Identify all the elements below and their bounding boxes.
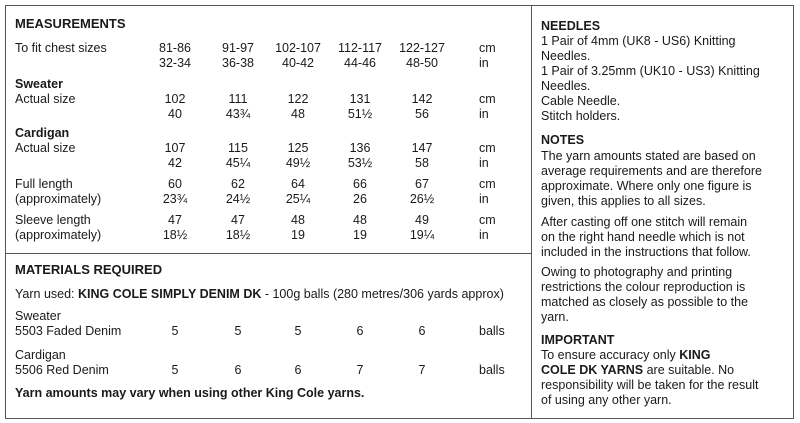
important-line-3: responsibility will be taken for the result (541, 378, 759, 392)
cell: 81-86 (159, 41, 191, 55)
cell: 18½ (225, 228, 251, 242)
notes-line: The yarn amounts stated are based on (541, 149, 756, 163)
measurements-title: MEASUREMENTS (15, 16, 126, 31)
notes-paragraph-1 (541, 149, 781, 209)
cell: 125 (287, 141, 309, 155)
cardigan-title: Cardigan (15, 126, 70, 140)
cell: 49 (415, 213, 429, 227)
cell: 26 (353, 192, 367, 206)
cell: 26½ (409, 192, 435, 206)
sleeve-length-sublabel: (approximately) (15, 228, 102, 242)
unit-cm: cm (479, 177, 496, 191)
cell: 48 (291, 107, 305, 121)
cell: 19¼ (409, 228, 435, 242)
cell: 48 (353, 213, 367, 227)
cell: 91-97 (222, 41, 254, 55)
cell: 25¼ (285, 192, 311, 206)
cell: 56 (415, 107, 429, 121)
sweater-yarn-shade: 5503 Faded Denim (15, 324, 122, 338)
cell: 102-107 (275, 41, 321, 55)
needles-line: 1 Pair of 3.25mm (UK10 - US3) Knitting (541, 64, 760, 78)
cell: 6 (234, 363, 242, 377)
cell: 107 (164, 141, 186, 155)
important-line-1 (541, 348, 781, 363)
column-divider (531, 5, 532, 418)
cell: 47 (168, 213, 182, 227)
needles-line: Stitch holders. (541, 109, 621, 123)
unit-cm: cm (479, 92, 496, 106)
cell: 6 (356, 324, 364, 338)
cell: 136 (349, 141, 371, 155)
cell: 5 (234, 324, 242, 338)
cell: 112-117 (337, 41, 383, 55)
cell: 48-50 (406, 56, 438, 70)
important-bold-2: COLE DK YARNS (541, 363, 644, 377)
yarn-used-suffix: - 100g balls (280 metres/306 yards approx) (261, 287, 504, 301)
notes-paragraph-3 (541, 265, 781, 325)
yarn-used-prefix: Yarn used: (15, 287, 79, 301)
cell: 111 (228, 92, 248, 106)
sleeve-length-label: Sleeve length (15, 213, 91, 227)
cell: 51½ (347, 107, 373, 121)
cell: 7 (418, 363, 426, 377)
notes-line: Owing to photography and printing (541, 265, 733, 279)
cell: 40-42 (282, 56, 314, 70)
cell: 102 (164, 92, 186, 106)
section-divider (5, 253, 532, 254)
cell: 62 (231, 177, 245, 191)
important-text (541, 348, 781, 408)
cell: 36-38 (222, 56, 254, 70)
cell: 115 (228, 141, 248, 155)
notes-line: average requirements and are therefore (541, 164, 762, 178)
unit-in: in (479, 107, 489, 121)
cell: 5 (171, 324, 179, 338)
notes-line: on the right hand needle which is not (541, 230, 745, 244)
unit-balls: balls (479, 324, 505, 338)
unit-cm: cm (479, 41, 496, 55)
notes-paragraph-2 (541, 215, 781, 260)
yarn-amount-note: Yarn amounts may vary when using other King Cole yarns. (15, 386, 365, 400)
important-line-4: of using any other yarn. (541, 393, 672, 407)
cell: 67 (415, 177, 429, 191)
cell: 19 (291, 228, 305, 242)
cell: 6 (294, 363, 302, 377)
notes-line: approximate. Where only one figure is (541, 179, 752, 193)
cell: 122-127 (399, 41, 445, 55)
cell: 64 (291, 177, 305, 191)
cell: 40 (168, 107, 182, 121)
sweater-actual-label: Actual size (15, 92, 76, 106)
cell: 44-46 (344, 56, 376, 70)
cell: 58 (415, 156, 429, 170)
notes-line: given, this applies to all sizes. (541, 194, 706, 208)
notes-line: yarn. (541, 310, 569, 324)
unit-in: in (479, 192, 489, 206)
needles-title: NEEDLES (541, 19, 601, 33)
important-bold-1: KING (679, 348, 711, 362)
yarn-used-line (15, 287, 504, 302)
cell: 18½ (162, 228, 188, 242)
cell: 23¾ (162, 192, 188, 206)
cell: 66 (353, 177, 367, 191)
cardigan-yarn-shade: 5506 Red Denim (15, 363, 109, 377)
unit-cm: cm (479, 213, 496, 227)
notes-line: After casting off one stitch will remain (541, 215, 748, 229)
cell: 142 (411, 92, 433, 106)
notes-line: included in the instructions that follow. (541, 245, 751, 259)
needles-line: Needles. (541, 79, 591, 93)
cell: 5 (294, 324, 302, 338)
cell: 5 (171, 363, 179, 377)
notes-line: matched as closely as possible to the (541, 295, 749, 309)
unit-in: in (479, 156, 489, 170)
full-length-sublabel: (approximately) (15, 192, 102, 206)
cell: 43¾ (225, 107, 251, 121)
sweater-materials-label: Sweater (15, 309, 61, 323)
cell: 48 (291, 213, 305, 227)
cell: 24½ (225, 192, 251, 206)
cell: 32-34 (159, 56, 191, 70)
cell: 60 (168, 177, 182, 191)
cell: 47 (231, 213, 245, 227)
cell: 6 (418, 324, 426, 338)
full-length-label: Full length (15, 177, 73, 191)
needles-line: Cable Needle. (541, 94, 621, 108)
important-text-1: To ensure accuracy only (541, 348, 680, 362)
cell: 7 (356, 363, 364, 377)
cell: 42 (168, 156, 182, 170)
important-title: IMPORTANT (541, 333, 615, 347)
cell: 49½ (285, 156, 311, 170)
notes-line: restrictions the colour reproduction is (541, 280, 746, 294)
important-line-2 (541, 363, 781, 378)
needles-list (541, 34, 781, 124)
chest-label: To fit chest sizes (15, 41, 107, 55)
needles-line: Needles. (541, 49, 591, 63)
unit-in: in (479, 56, 489, 70)
notes-title: NOTES (541, 133, 585, 147)
cardigan-materials-label: Cardigan (15, 348, 66, 362)
cell: 53½ (347, 156, 373, 170)
needles-line: 1 Pair of 4mm (UK8 - US6) Knitting (541, 34, 736, 48)
cell: 19 (353, 228, 367, 242)
important-text-2: are suitable. No (643, 363, 735, 377)
sweater-title: Sweater (15, 77, 63, 91)
cardigan-actual-label: Actual size (15, 141, 76, 155)
materials-title: MATERIALS REQUIRED (15, 262, 163, 277)
unit-in: in (479, 228, 489, 242)
cell: 122 (287, 92, 309, 106)
unit-balls: balls (479, 363, 505, 377)
cell: 45¼ (225, 156, 251, 170)
yarn-name: KING COLE SIMPLY DENIM DK (78, 287, 262, 301)
cell: 131 (349, 92, 371, 106)
cell: 147 (411, 141, 433, 155)
unit-cm: cm (479, 141, 496, 155)
